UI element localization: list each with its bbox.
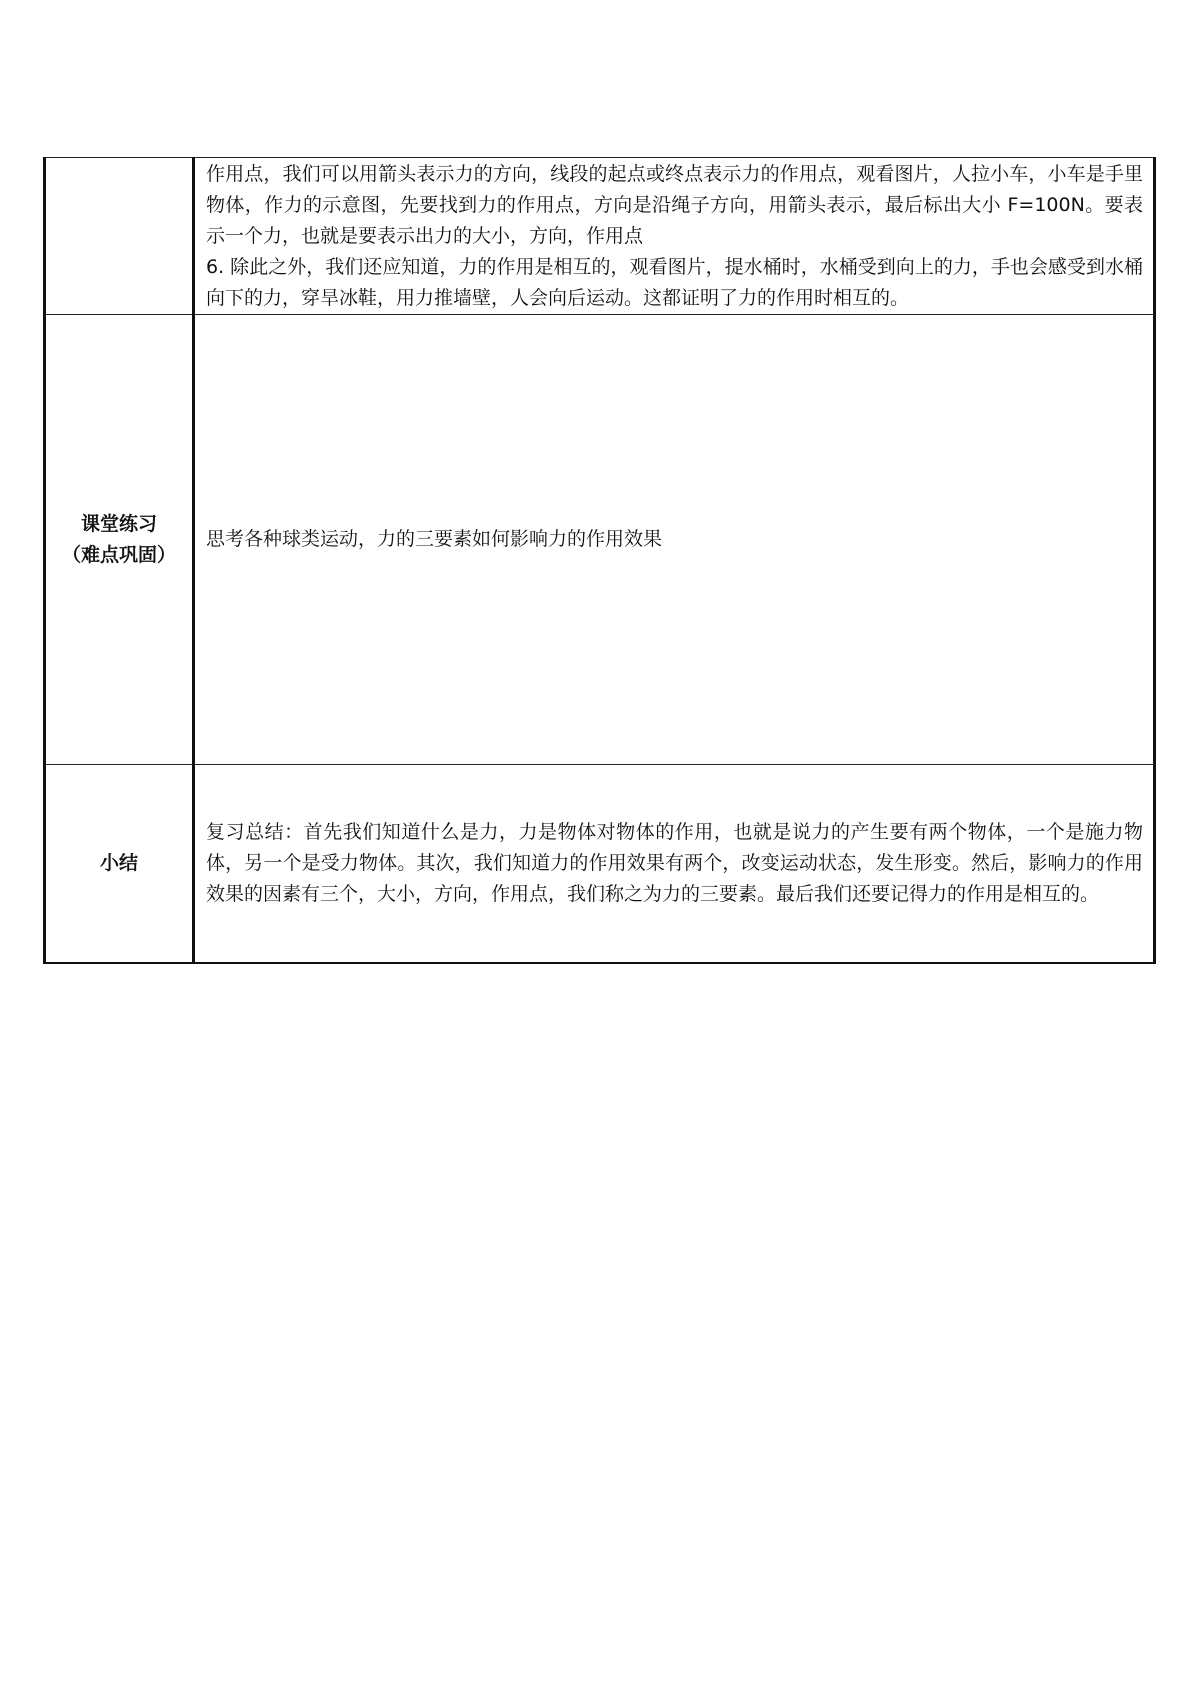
row-label-empty: [45, 158, 194, 315]
row-content-summary: [194, 765, 1155, 963]
row-label-line: （难点巩固）: [61, 543, 176, 566]
row-label-line: 课堂练习: [80, 512, 157, 535]
content-paragraph: 作用点，我们可以用箭头表示力的方向，线段的起点或终点表示力的作用点，观看图片，人拉小车，小车是手里物体，作力的示意图，先要找到力的作用点，方向是沿绳子方向，用箭头表示，最后标出大小 F=100N。要表示一个力，也就是要表示出力的大小，方向，作用点: [206, 163, 1143, 247]
table-row-continuation: [45, 158, 1155, 315]
row-label-summary: [45, 765, 194, 963]
row-content-exercise: [194, 315, 1155, 765]
lesson-plan-table: [43, 157, 1156, 964]
content-paragraph: 复习总结：首先我们知道什么是力，力是物体对物体的作用，也就是说力的产生要有两个物体，一个是施力物体，另一个是受力物体。其次，我们知道力的作用效果有两个，改变运动状态，发生形变。然后，影响力的作用效果的因素有三个，大小，方向，作用点，我们称之为力的三要素。最后我们还要记得力的作用是相互的。: [206, 820, 1143, 905]
row-label-line: 小结: [99, 851, 138, 874]
table-row-exercise: [45, 315, 1155, 765]
row-content-continuation: [194, 158, 1155, 315]
table-row-summary: [45, 765, 1155, 963]
content-paragraph: 6. 除此之外，我们还应知道，力的作用是相互的，观看图片，提水桶时，水桶受到向上的力，手也会感受到水桶向下的力，穿旱冰鞋，用力推墙壁，人会向后运动。这都证明了力的作用时相互的。: [206, 256, 1143, 309]
content-paragraph: 思考各种球类运动，力的三要素如何影响力的作用效果: [206, 528, 663, 550]
row-label-exercise: [45, 315, 194, 765]
